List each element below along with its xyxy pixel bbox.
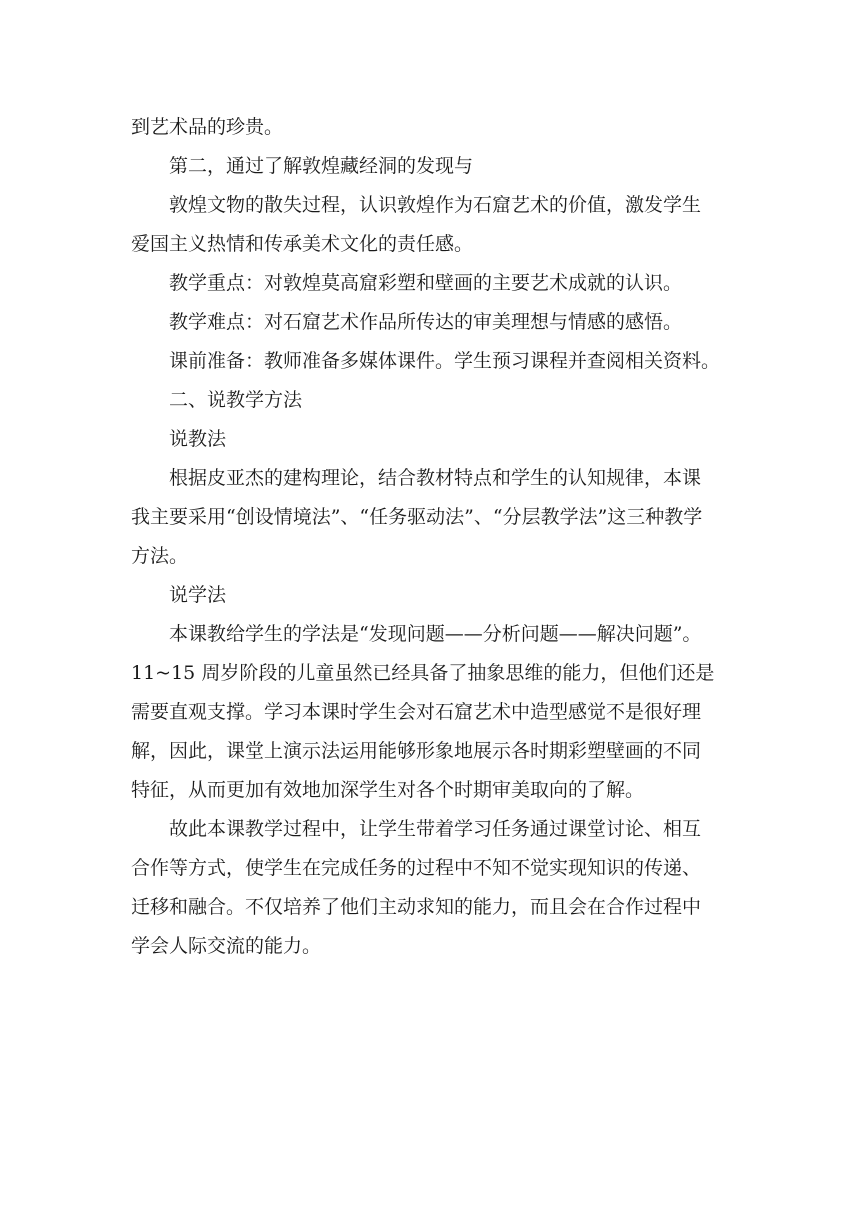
text-line: 敦煌文物的散失过程，认识敦煌作为石窟艺术的价值，激发学生 (169, 194, 702, 216)
text-line: 方法。 (131, 545, 189, 567)
text-line: 合作等方式，使学生在完成任务的过程中不知不觉实现知识的传递、 (131, 857, 702, 879)
text-line: 本课教给学生的学法是“发现问题——分析问题——解决问题”。 (169, 623, 702, 645)
text-line: 需要直观支撑。学习本课时学生会对石窟艺术中造型感觉不是很好理 (131, 701, 702, 723)
text-line: 特征，从而更加有效地加深学生对各个时期审美取向的了解。 (131, 779, 645, 801)
text-line: 迁移和融合。不仅培养了他们主动求知的能力，而且会在合作过程中 (131, 896, 702, 918)
text-line: 解，因此，课堂上演示法运用能够形象地展示各时期彩塑壁画的不同 (131, 740, 702, 762)
text-line: 教学难点：对石窟艺术作品所传达的审美理想与情感的感悟。 (169, 311, 683, 333)
subsection-heading: 说学法 (169, 584, 227, 606)
text-line: 11~15 周岁阶段的儿童虽然已经具备了抽象思维的能力，但他们还是 (131, 662, 715, 684)
section-heading: 二、说教学方法 (169, 389, 303, 411)
text-line: 教学重点：对敦煌莫高窟彩塑和壁画的主要艺术成就的认识。 (169, 272, 683, 294)
text-line: 爱国主义热情和传承美术文化的责任感。 (131, 233, 474, 255)
text-line: 故此本课教学过程中，让学生带着学习任务通过课堂讨论、相互 (169, 818, 702, 840)
text-line: 课前准备：教师准备多媒体课件。学生预习课程并查阅相关资料。 (169, 350, 721, 372)
text-line: 第二，通过了解敦煌藏经洞的发现与 (169, 155, 474, 177)
subsection-heading: 说教法 (169, 428, 227, 450)
document-body (131, 108, 731, 966)
text-line: 到艺术品的珍贵。 (131, 116, 284, 138)
text-line: 我主要采用“创设情境法”、“任务驱动法”、“分层教学法”这三种教学 (131, 506, 703, 528)
text-line: 根据皮亚杰的建构理论，结合教材特点和学生的认知规律，本课 (169, 467, 702, 489)
text-line: 学会人际交流的能力。 (131, 935, 322, 957)
